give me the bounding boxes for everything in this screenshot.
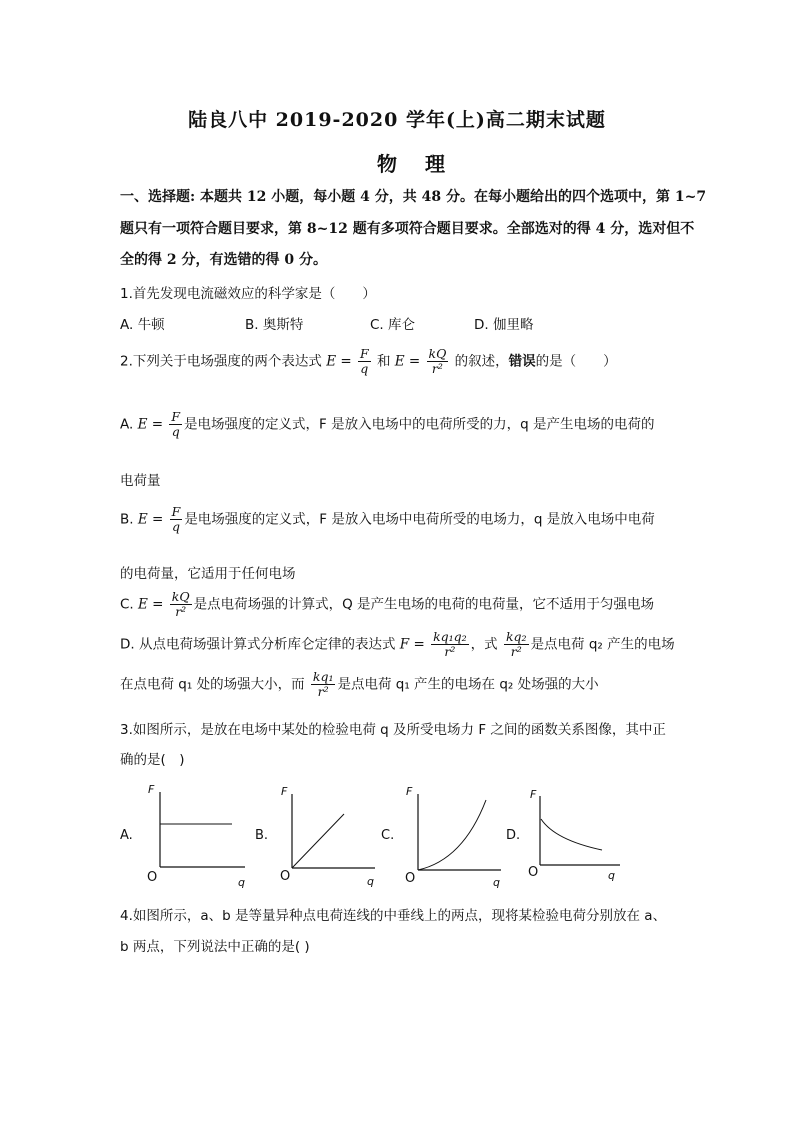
q3-stem-line1: 3.如图所示，是放在电场中某处的检验电荷 q 及所受电场力 F 之间的函数关系图像，其中正	[120, 722, 666, 738]
numerator: F	[171, 409, 181, 424]
graph-d-label: D.	[506, 828, 521, 843]
graph-b-curve	[292, 814, 344, 868]
q2-d-text-c: 是点电荷 q₂ 产生的电场	[530, 636, 675, 653]
graph-b-x-label: q	[367, 875, 374, 888]
formula-E: E =	[137, 511, 164, 528]
page-title: 陆良八中 2019-2020 学年(上)高二期末试题	[188, 109, 606, 131]
q1-stem: 1.首先发现电流磁效应的科学家是（ ）	[120, 286, 376, 302]
q2-option-c	[120, 590, 654, 619]
fraction-F-over-q	[358, 347, 371, 376]
q2-c-text: 是点电荷场强的计算式，Q 是产生电场的电荷的电荷量，它不适用于匀强电场	[193, 596, 655, 613]
graph-b-origin: O	[280, 869, 291, 884]
q2-a-text: 是电场强度的定义式，F 是放入电场中的电荷所受的力，q 是产生电场的电荷的	[184, 416, 655, 433]
section-instruction-line2: 题只有一项符合题目要求，第 8~12 题有多项符合题目要求。全部选对的得 4 分，选对但不	[120, 221, 695, 237]
fraction-kq1-over-r2	[311, 670, 336, 699]
section-instruction-line1: 一、选择题: 本题共 12 小题，每小题 4 分，共 48 分。在每小题给出的四个选项中，第 1~7	[120, 189, 707, 205]
denominator: r²	[431, 361, 443, 376]
q2-option-d-line2	[120, 670, 599, 699]
numerator: kq₁	[312, 669, 334, 684]
numerator: kq₁q₂	[433, 629, 467, 644]
fraction-kq1q2-over-r2	[431, 630, 469, 659]
graph-a-origin: O	[147, 870, 158, 885]
numerator: kq₂	[505, 629, 527, 644]
fraction-F-over-q	[169, 410, 182, 439]
graph-b-label: B.	[255, 828, 269, 843]
graph-c-label: C.	[381, 828, 395, 843]
section-instruction-line3: 全的得 2 分，有选错的得 0 分。	[120, 252, 327, 268]
numerator: F	[359, 346, 369, 361]
fraction-kq2-over-r2	[504, 630, 529, 659]
graph-a-y-label: F	[148, 783, 155, 796]
graph-a-x-label: q	[238, 876, 245, 889]
numerator: kQ	[428, 346, 447, 361]
subject-title: 物理	[377, 152, 473, 176]
q2-option-b	[120, 505, 655, 534]
formula-E: E =	[138, 596, 164, 613]
q2-d-line2-b: 是点电荷 q₁ 产生的电场在 q₂ 处场强的大小	[337, 676, 599, 693]
fraction-kQ-over-r2	[170, 590, 192, 619]
q3-stem-line2: 确的是( )	[120, 752, 185, 768]
q2-c-prefix: C.	[120, 596, 134, 613]
graph-c-y-label: F	[406, 785, 413, 798]
q2-a-prefix: A.	[120, 416, 134, 433]
numerator: F	[171, 504, 181, 519]
q2-stem-text-c: 的叙述，	[454, 353, 509, 370]
q4-stem-line1: 4.如图所示，a、b 是等量异种点电荷连线的中垂线上的两点，现将某检验电荷分别放在 a、	[120, 908, 667, 924]
q2-option-d	[120, 630, 675, 659]
formula-F: F =	[399, 636, 425, 653]
q2-stem-text-d: 的是（ ）	[535, 353, 617, 370]
q2-stem	[120, 347, 617, 376]
graph-c-curve	[418, 800, 486, 870]
graph-c-origin: O	[405, 871, 416, 886]
q2-d-text-b: ，式	[470, 636, 498, 653]
q2-d-text-a: D. 从点电荷场强计算式分析库仑定律的表达式	[120, 636, 396, 653]
denominator: q	[171, 424, 180, 439]
graph-b-y-label: F	[281, 785, 288, 798]
denominator: q	[360, 361, 369, 376]
graph-d-x-label: q	[608, 869, 615, 882]
q1-option-c: C. 库仑	[370, 317, 416, 333]
q2-stem-text-b: 和	[376, 353, 391, 370]
q1-option-d: D. 伽里略	[474, 317, 534, 333]
q2-option-a	[120, 410, 654, 439]
q4-stem-line2: b 两点，下列说法中正确的是( )	[120, 939, 310, 955]
q2-option-a-line2: 电荷量	[120, 473, 161, 489]
q2-option-b-line2: 的电荷量，它适用于任何电场	[120, 566, 296, 582]
fraction-kQ-over-r2	[427, 347, 449, 376]
numerator: kQ	[171, 589, 190, 604]
q1-option-b: B. 奥斯特	[245, 317, 304, 333]
formula-E: E =	[326, 353, 352, 370]
denominator: r²	[317, 684, 329, 699]
q2-b-text: 是电场强度的定义式，F 是放入电场中电荷所受的电场力，q 是放入电场中电荷	[184, 511, 655, 528]
graph-d-curve	[541, 819, 602, 850]
q2-stem-bold: 错误	[508, 353, 536, 370]
formula-E-2: E =	[394, 353, 421, 370]
graph-c-x-label: q	[493, 876, 500, 889]
q2-stem-text-a: 2.下列关于电场强度的两个表达式	[120, 353, 322, 370]
q2-b-prefix: B.	[120, 511, 134, 528]
graph-d-origin: O	[528, 865, 539, 880]
formula-E: E =	[137, 416, 164, 433]
q1-option-a: A. 牛顿	[120, 317, 165, 333]
denominator: r²	[444, 644, 456, 659]
denominator: q	[171, 519, 180, 534]
q2-d-line2-a: 在点电荷 q₁ 处的场强大小，而	[120, 676, 305, 693]
fraction-F-over-q	[170, 505, 183, 534]
graph-a-label: A.	[120, 828, 133, 843]
denominator: r²	[175, 604, 187, 619]
denominator: r²	[510, 644, 522, 659]
graph-d-y-label: F	[530, 788, 537, 801]
